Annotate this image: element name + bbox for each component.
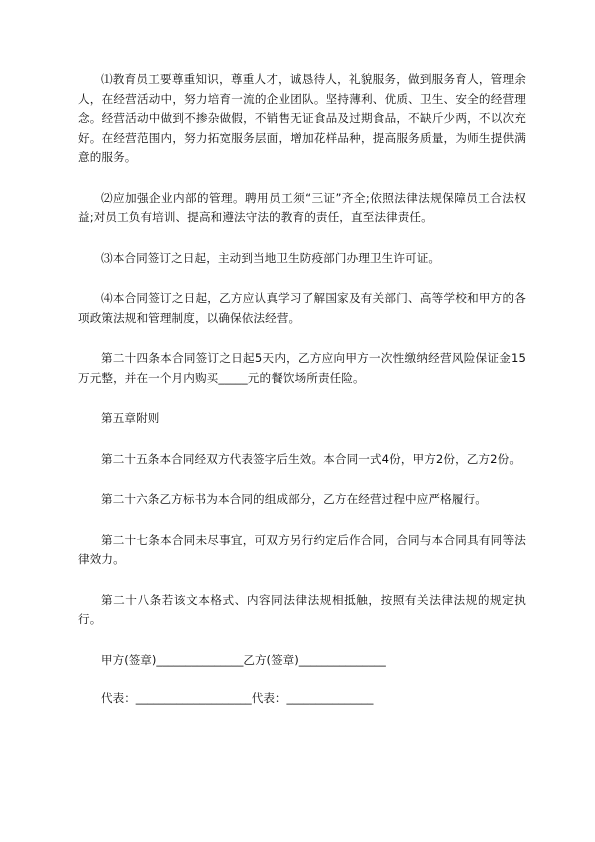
article-26-bid: 第二十六条乙方标书为本合同的组成部分，乙方在经营过程中应严格履行。 (101, 492, 487, 506)
clause-3-health-permit: ⑶本合同签订之日起，主动到当地卫生防疫部门办理卫生许可证。 (101, 250, 441, 265)
chapter-5-heading: 第五章附则 (101, 411, 160, 425)
document-body (78, 70, 526, 728)
article-24-deposit: 第二十四条本合同签订之日起5天内，乙方应向甲方一次性缴纳经营风险保证金15万元整，并在一个月内购买_____元的餐饮场所责任险。 (78, 351, 526, 385)
article-28-conflict: 第二十八条若该文本格式、内容同法律法规相抵触，按照有关法律法规的规定执行。 (78, 592, 526, 626)
clause-1-employee-education: ⑴教育员工要尊重知识，尊重人才，诚恳待人，礼貌服务，做到服务育人，管理余人，在经营活动中，努力培育一流的企业团队。坚持薄利、优质、卫生、安全的经营理念。经营活动中做到不掺杂做假，不销售无证食品及过期食品，不缺斤少两，不以次充好。在经营范围内，努力拓宽服务层面，增加花样品种，提高服务质量，为师生提供满意的服务。 (78, 72, 526, 164)
signature-line-parties: 甲方(签章)_______________乙方(签章)_______________ (101, 652, 386, 667)
signature-line-representatives: 代表：____________________代表：_______________ (101, 691, 374, 705)
clause-4-regulations: ⑷本合同签订之日起，乙方应认真学习了解国家及有关部门、高等学校和甲方的各项政策法规和管理制度，以确保依法经营。 (78, 291, 526, 325)
clause-2-internal-management: ⑵应加强企业内部的管理。聘用员工须“三证”齐全;依照法律法规保障员工合法权益;对员工负有培训、提高和遵法守法的教育的责任，直至法律责任。 (78, 190, 526, 224)
article-25-effect: 第二十五条本合同经双方代表签字后生效。本合同一式4份，甲方2份，乙方2份。 (101, 451, 522, 466)
article-27-supplement: 第二十七条本合同未尽事宜，可双方另行约定后作合同，合同与本合同具有同等法律效力。 (78, 532, 526, 566)
